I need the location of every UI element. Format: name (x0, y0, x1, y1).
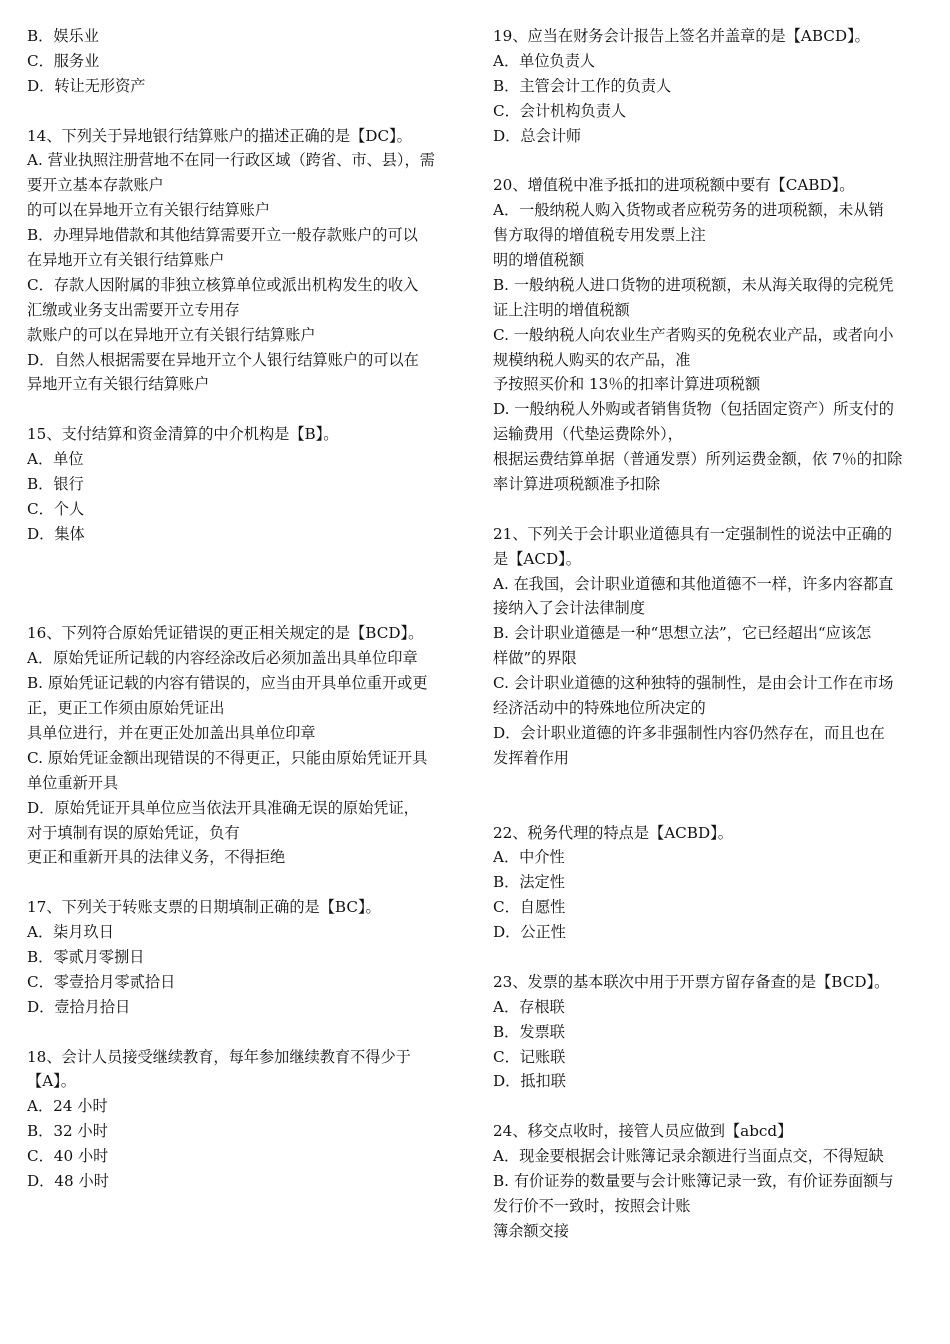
option-line: C．零壹拾月零贰拾日 (27, 972, 176, 991)
option-line: C．自愿性 (493, 898, 566, 917)
question-title-cont: 【A】。 (27, 1072, 76, 1091)
option-line: 簿余额交接 (493, 1221, 569, 1240)
option-line: 对于填制有误的原始凭证，负有 (27, 823, 240, 842)
option-line: A. 在我国，会计职业道德和其他道德不一样，许多内容都直 (493, 574, 894, 593)
option-line: A．单位负责人 (493, 51, 596, 70)
option-line: 发行价不一致时，按照会计账 (493, 1196, 691, 1215)
question-title-cont: 是【ACD】。 (493, 549, 581, 568)
option-line: D．48 小时 (27, 1171, 109, 1190)
option-line: 根据运费结算单据（普通发票）所列运费金额，依 7％的扣除 (493, 450, 903, 469)
option-line: D．公正性 (493, 923, 566, 942)
right-column (493, 24, 926, 1244)
option-line: 要开立基本存款账户 (27, 176, 164, 195)
option-line: 售方取得的增值税专用发票上注 (493, 226, 706, 245)
question-title: 23、发票的基本联次中用于开票方留存备查的是【BCD】。 (493, 972, 890, 991)
question-title: 24、移交点收时，接管人员应做到【abcd】 (493, 1122, 793, 1141)
question-19 (493, 24, 926, 148)
option-line: 率计算进项税额准予扣除 (493, 475, 661, 494)
option-line: 证上注明的增值税额 (493, 300, 630, 319)
option-line: D．原始凭证开具单位应当依法开具准确无误的原始凭证， (27, 798, 419, 817)
option-line: 接纳入了会计法律制度 (493, 599, 645, 618)
question-22 (493, 821, 926, 945)
left-column (27, 24, 460, 1194)
question-title: 20、增值税中准予抵扣的进项税额中要有【CABD】。 (493, 176, 855, 195)
option-line: B. 一般纳税人进口货物的进项税额，未从海关取得的完税凭 (493, 275, 894, 294)
option-line: B. 有价证券的数量要与会计账簿记录一致，有价证券面额与 (493, 1171, 894, 1190)
option-line: A．中介性 (493, 848, 565, 867)
question-15 (27, 422, 460, 546)
question-title: 17、下列关于转账支票的日期填制正确的是【BC】。 (27, 898, 381, 917)
option-line: 单位重新开具 (27, 773, 119, 792)
question-title: 18、会计人员接受继续教育，每年参加继续教育不得少于 (27, 1047, 411, 1066)
question-14 (27, 124, 460, 398)
option-line: B. 原始凭证记载的内容有错误的，应当由开具单位重开或更 (27, 674, 428, 693)
option-line: 汇缴或业务支出需要开立专用存 (27, 300, 240, 319)
option-line: B．法定性 (493, 873, 565, 892)
option-line: 的可以在异地开立有关银行结算账户 (27, 201, 270, 220)
question-title: 14、下列关于异地银行结算账户的描述正确的是【DC】。 (27, 126, 412, 145)
option-line: 异地开立有关银行结算账户 (27, 375, 210, 394)
question-24 (493, 1119, 926, 1243)
option-line: 更正和重新开具的法律义务，不得拒绝 (27, 848, 286, 867)
option-line: D．抵扣联 (493, 1072, 566, 1091)
option-line: B. 会计职业道德是一种“思想立法”，它已经超出“应该怎 (493, 624, 872, 643)
option-line: C. 原始凭证金额出现错误的不得更正，只能由原始凭证开具 (27, 748, 428, 767)
option-line: B．主管会计工作的负责人 (493, 76, 672, 95)
question-title: 19、应当在财务会计报告上签名并盖章的是【ABCD】。 (493, 27, 870, 45)
option-line: 明的增值税额 (493, 251, 585, 270)
option-line: 规模纳税人购买的农产品，准 (493, 350, 691, 369)
option-line: D．壹拾月拾日 (27, 997, 131, 1016)
option-line: D．会计职业道德的许多非强制性内容仍然存在，而且也在 (493, 723, 885, 742)
option-line: D．转让无形资产 (27, 76, 146, 95)
option-line: C．个人 (27, 499, 85, 518)
option-line: C．40 小时 (27, 1147, 109, 1166)
option-line: C．服务业 (27, 51, 100, 70)
option-line: B．零贰月零捌日 (27, 947, 145, 966)
option-line: B．办理异地借款和其他结算需要开立一般存款账户的可以 (27, 226, 418, 245)
question-17 (27, 895, 460, 1019)
option-line: B．32 小时 (27, 1122, 108, 1141)
question-20 (493, 173, 926, 497)
option-line: 具单位进行，并在更正处加盖出具单位印章 (27, 723, 316, 742)
question-23 (493, 970, 926, 1094)
option-line: 款账户的可以在异地开立有关银行结算账户 (27, 325, 316, 344)
question-21 (493, 522, 926, 771)
option-line: D. 一般纳税人外购或者销售货物（包括固定资产）所支付的 (493, 400, 894, 419)
option-line: C. 一般纳税人向农业生产者购买的免税农业产品，或者向小 (493, 325, 894, 344)
option-line: D．总会计师 (493, 126, 582, 145)
option-line: 正，更正工作须由原始凭证出 (27, 699, 225, 718)
option-line: A．单位 (27, 450, 84, 469)
option-line: D．自然人根据需要在异地开立个人银行结算账户的可以在 (27, 350, 419, 369)
question-16 (27, 621, 460, 870)
option-line: C. 会计职业道德的这种独特的强制性，是由会计工作在市场 (493, 674, 894, 693)
option-line: C．存款人因附属的非独立核算单位或派出机构发生的收入 (27, 275, 419, 294)
option-line: C．会计机构负责人 (493, 101, 627, 120)
option-line: 在异地开立有关银行结算账户 (27, 251, 225, 270)
option-line: 经济活动中的特殊地位所决定的 (493, 699, 706, 718)
option-line: A．柒月玖日 (27, 923, 114, 942)
option-line: A．24 小时 (27, 1097, 108, 1116)
question-title: 22、税务代理的特点是【ACBD】。 (493, 823, 733, 842)
option-line: 运输费用（代垫运费除外）， (493, 425, 683, 444)
option-line: A．原始凭证所记载的内容经涂改后必须加盖出具单位印章 (27, 649, 418, 668)
option-line: D．集体 (27, 524, 85, 543)
option-line: B．发票联 (493, 1022, 565, 1041)
option-line: A．存根联 (493, 997, 565, 1016)
option-line: 样做”的界限 (493, 649, 577, 668)
option-line: A. 营业执照注册营地不在同一行政区域（跨省、市、县），需 (27, 151, 435, 170)
option-line: A．一般纳税人购入货物或者应税劳务的进项税额，未从销 (493, 201, 884, 220)
question-18 (27, 1045, 460, 1194)
option-line: 予按照买价和 13％的扣率计算进项税额 (493, 375, 761, 394)
option-line: A．现金要根据会计账簿记录余额进行当面点交，不得短缺 (493, 1147, 884, 1166)
option-line: C．记账联 (493, 1047, 566, 1066)
option-line: B．银行 (27, 475, 84, 494)
question-title: 21、下列关于会计职业道德具有一定强制性的说法中正确的 (493, 524, 893, 543)
question-title: 15、支付结算和资金清算的中介机构是【B】。 (27, 425, 339, 444)
question-title: 16、下列符合原始凭证错误的更正相关规定的是【BCD】。 (27, 624, 424, 643)
option-line: 发挥着作用 (493, 748, 569, 767)
option-line: B．娱乐业 (27, 27, 99, 45)
